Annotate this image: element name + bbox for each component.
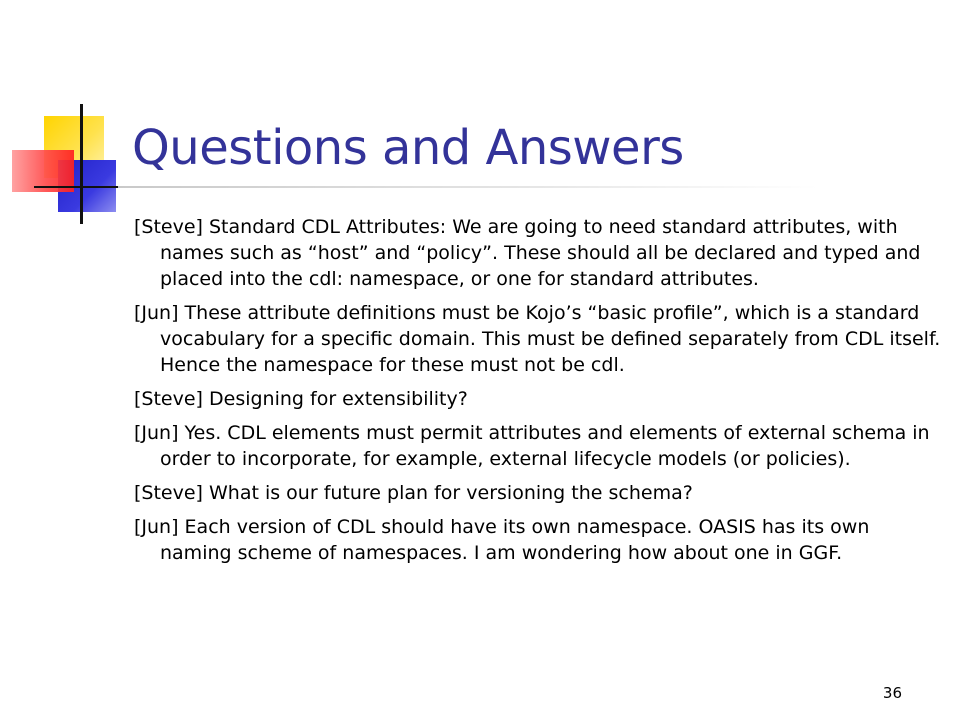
slide-body xyxy=(134,214,944,574)
body-paragraph: [Steve] Standard CDL Attributes: We are going to need standard attributes, with names such as “host” and “policy”. These should all be declared and typed and placed into the cdl: namespace, or one for standard attributes. xyxy=(134,216,921,290)
body-paragraph: [Jun] Yes. CDL elements must permit attributes and elements of external schema in order to incorporate, for example, external lifecycle models (or policies). xyxy=(134,422,930,470)
body-paragraph: [Steve] Designing for extensibility? xyxy=(134,388,468,410)
slide-title: Questions and Answers xyxy=(132,120,684,176)
body-paragraph: [Jun] Each version of CDL should have its own namespace. OASIS has its own naming scheme of namespaces. I am wondering how about one in GGF. xyxy=(134,516,870,564)
horizontal-line-decoration xyxy=(34,186,118,188)
vertical-line-decoration xyxy=(80,104,83,224)
title-underline xyxy=(118,186,818,188)
page-number: 36 xyxy=(882,684,902,702)
body-paragraph: [Steve] What is our future plan for versioning the schema? xyxy=(134,482,693,504)
body-paragraph: [Jun] These attribute definitions must be Kojo’s “basic profile”, which is a standard vocabulary for a specific domain. This must be defined separately from CDL itself. Hence the namespace for these must not be cdl. xyxy=(134,302,941,376)
